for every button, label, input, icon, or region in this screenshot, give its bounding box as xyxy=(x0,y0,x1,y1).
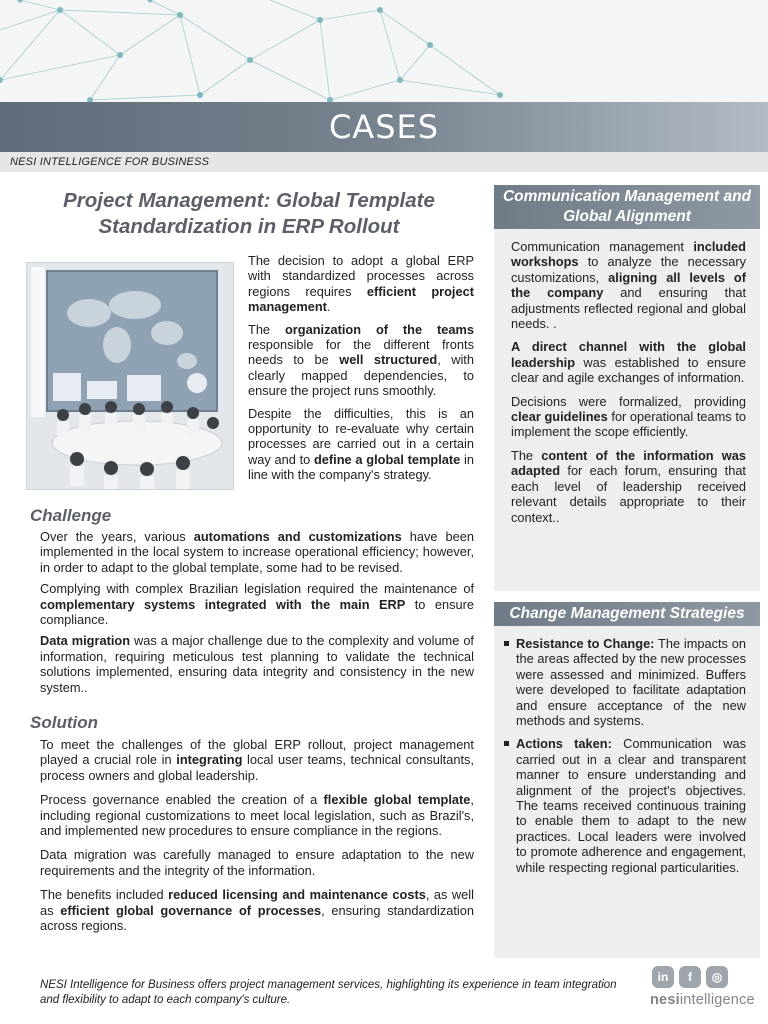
communication-paragraph: Decisions were formalized, providing clear guidelines for operational teams to implement the scope efficiently. xyxy=(511,393,746,440)
change-bullet: Resistance to Change: The impacts on the areas affected by the new processes were assessed and minimized. Buffers were developed to facilitate adaptation and ensure acceptance of the new methods and systems. xyxy=(504,636,746,728)
cases-banner xyxy=(0,102,768,152)
footer-text: NESI Intelligence for Business offers project management services, highlighting its experience in team integration and flexibility to adapt to each company's culture. xyxy=(40,979,617,1006)
communication-panel xyxy=(494,185,760,591)
linkedin-icon[interactable]: in xyxy=(652,966,674,988)
change-management-panel xyxy=(494,602,760,958)
intro-paragraph: Despite the difficulties, this is an opportunity to re-evaluate why certain processes are carried out in a certain way and to define a global template in line with the company's strategy. xyxy=(248,405,474,483)
instagram-icon[interactable]: ◎ xyxy=(706,966,728,988)
challenge-paragraph: Complying with complex Brazilian legislation required the maintenance of complementary systems integrated with the main ERP to ensure compliance. xyxy=(40,581,474,628)
challenge-section xyxy=(40,529,474,701)
solution-section xyxy=(40,737,474,939)
meeting-photo xyxy=(26,262,234,490)
intro-paragraph: The decision to adopt a global ERP with standardized processes across regions requires efficient project management. xyxy=(248,253,474,315)
banner-title: CASES xyxy=(328,108,440,146)
communication-paragraph: A direct channel with the global leadership was established to ensure clear and agile exchanges of information. xyxy=(511,339,746,386)
intro-paragraph: The organization of the teams responsible for the different fronts needs to be well structured, with clearly mapped dependencies, to ensure the project runs smoothly. xyxy=(248,321,475,399)
solution-paragraph: Data migration was carefully managed to ensure adaptation to the new requirements and the integrity of the information. xyxy=(40,847,474,878)
challenge-heading: Challenge xyxy=(30,506,112,525)
solution-paragraph: Process governance enabled the creation of a flexible global template, including regional customizations to meet local legislation, such as Brazil's, and implemented new procedures to ensure compliance in the regions. xyxy=(40,792,474,839)
subtitle-bar xyxy=(0,152,768,172)
facebook-icon[interactable]: f xyxy=(679,966,701,988)
communication-heading: Communication Management and Global Alignment xyxy=(494,185,760,229)
social-icons xyxy=(652,966,728,988)
solution-paragraph: To meet the challenges of the global ERP rollout, project management played a crucial role in integrating local user teams, technical consultants, process owners and global leadership. xyxy=(40,737,474,783)
change-bullet: Actions taken: Communication was carried out in a clear and transparent manner to ensure understanding and alignment of the project's objectives. The teams received continuous training to enable them to adapt to the new practices. Local leaders were involved to promote adherence and engagement, while respecting regional particularities. xyxy=(504,736,746,875)
challenge-paragraph: Data migration was a major challenge due to the complexity and volume of information, requiring meticulous test planning to validate the technical solutions implemented, ensuring data integrity and consistency in the new system.. xyxy=(40,633,474,695)
nesi-logo: nesiintelligence xyxy=(650,992,755,1008)
subtitle: NESI INTELLIGENCE FOR BUSINESS xyxy=(10,156,210,168)
intro-text xyxy=(248,253,474,490)
solution-paragraph: The benefits included reduced licensing and maintenance costs, as well as efficient global governance of processes, ensuring standardization across regions. xyxy=(40,887,474,934)
communication-paragraph: The content of the information was adapted for each forum, ensuring that each level of leadership received relevant details appropriate to their context.. xyxy=(511,447,746,525)
challenge-paragraph: Over the years, various automations and customizations have been implemented in the local system to increase operational efficiency; however, in order to adapt to the global template, some had to be revised. xyxy=(40,529,474,575)
communication-paragraph: Communication management included workshops to analyze the necessary customizations, aligning all levels of the company and ensuring that adjustments reflected regional and global needs. . xyxy=(511,239,747,332)
article-title: Project Management: Global Template Standardization in ERP Rollout xyxy=(63,189,435,238)
solution-heading: Solution xyxy=(30,713,98,732)
network-decoration xyxy=(0,0,768,102)
change-management-heading: Change Management Strategies xyxy=(494,602,760,626)
